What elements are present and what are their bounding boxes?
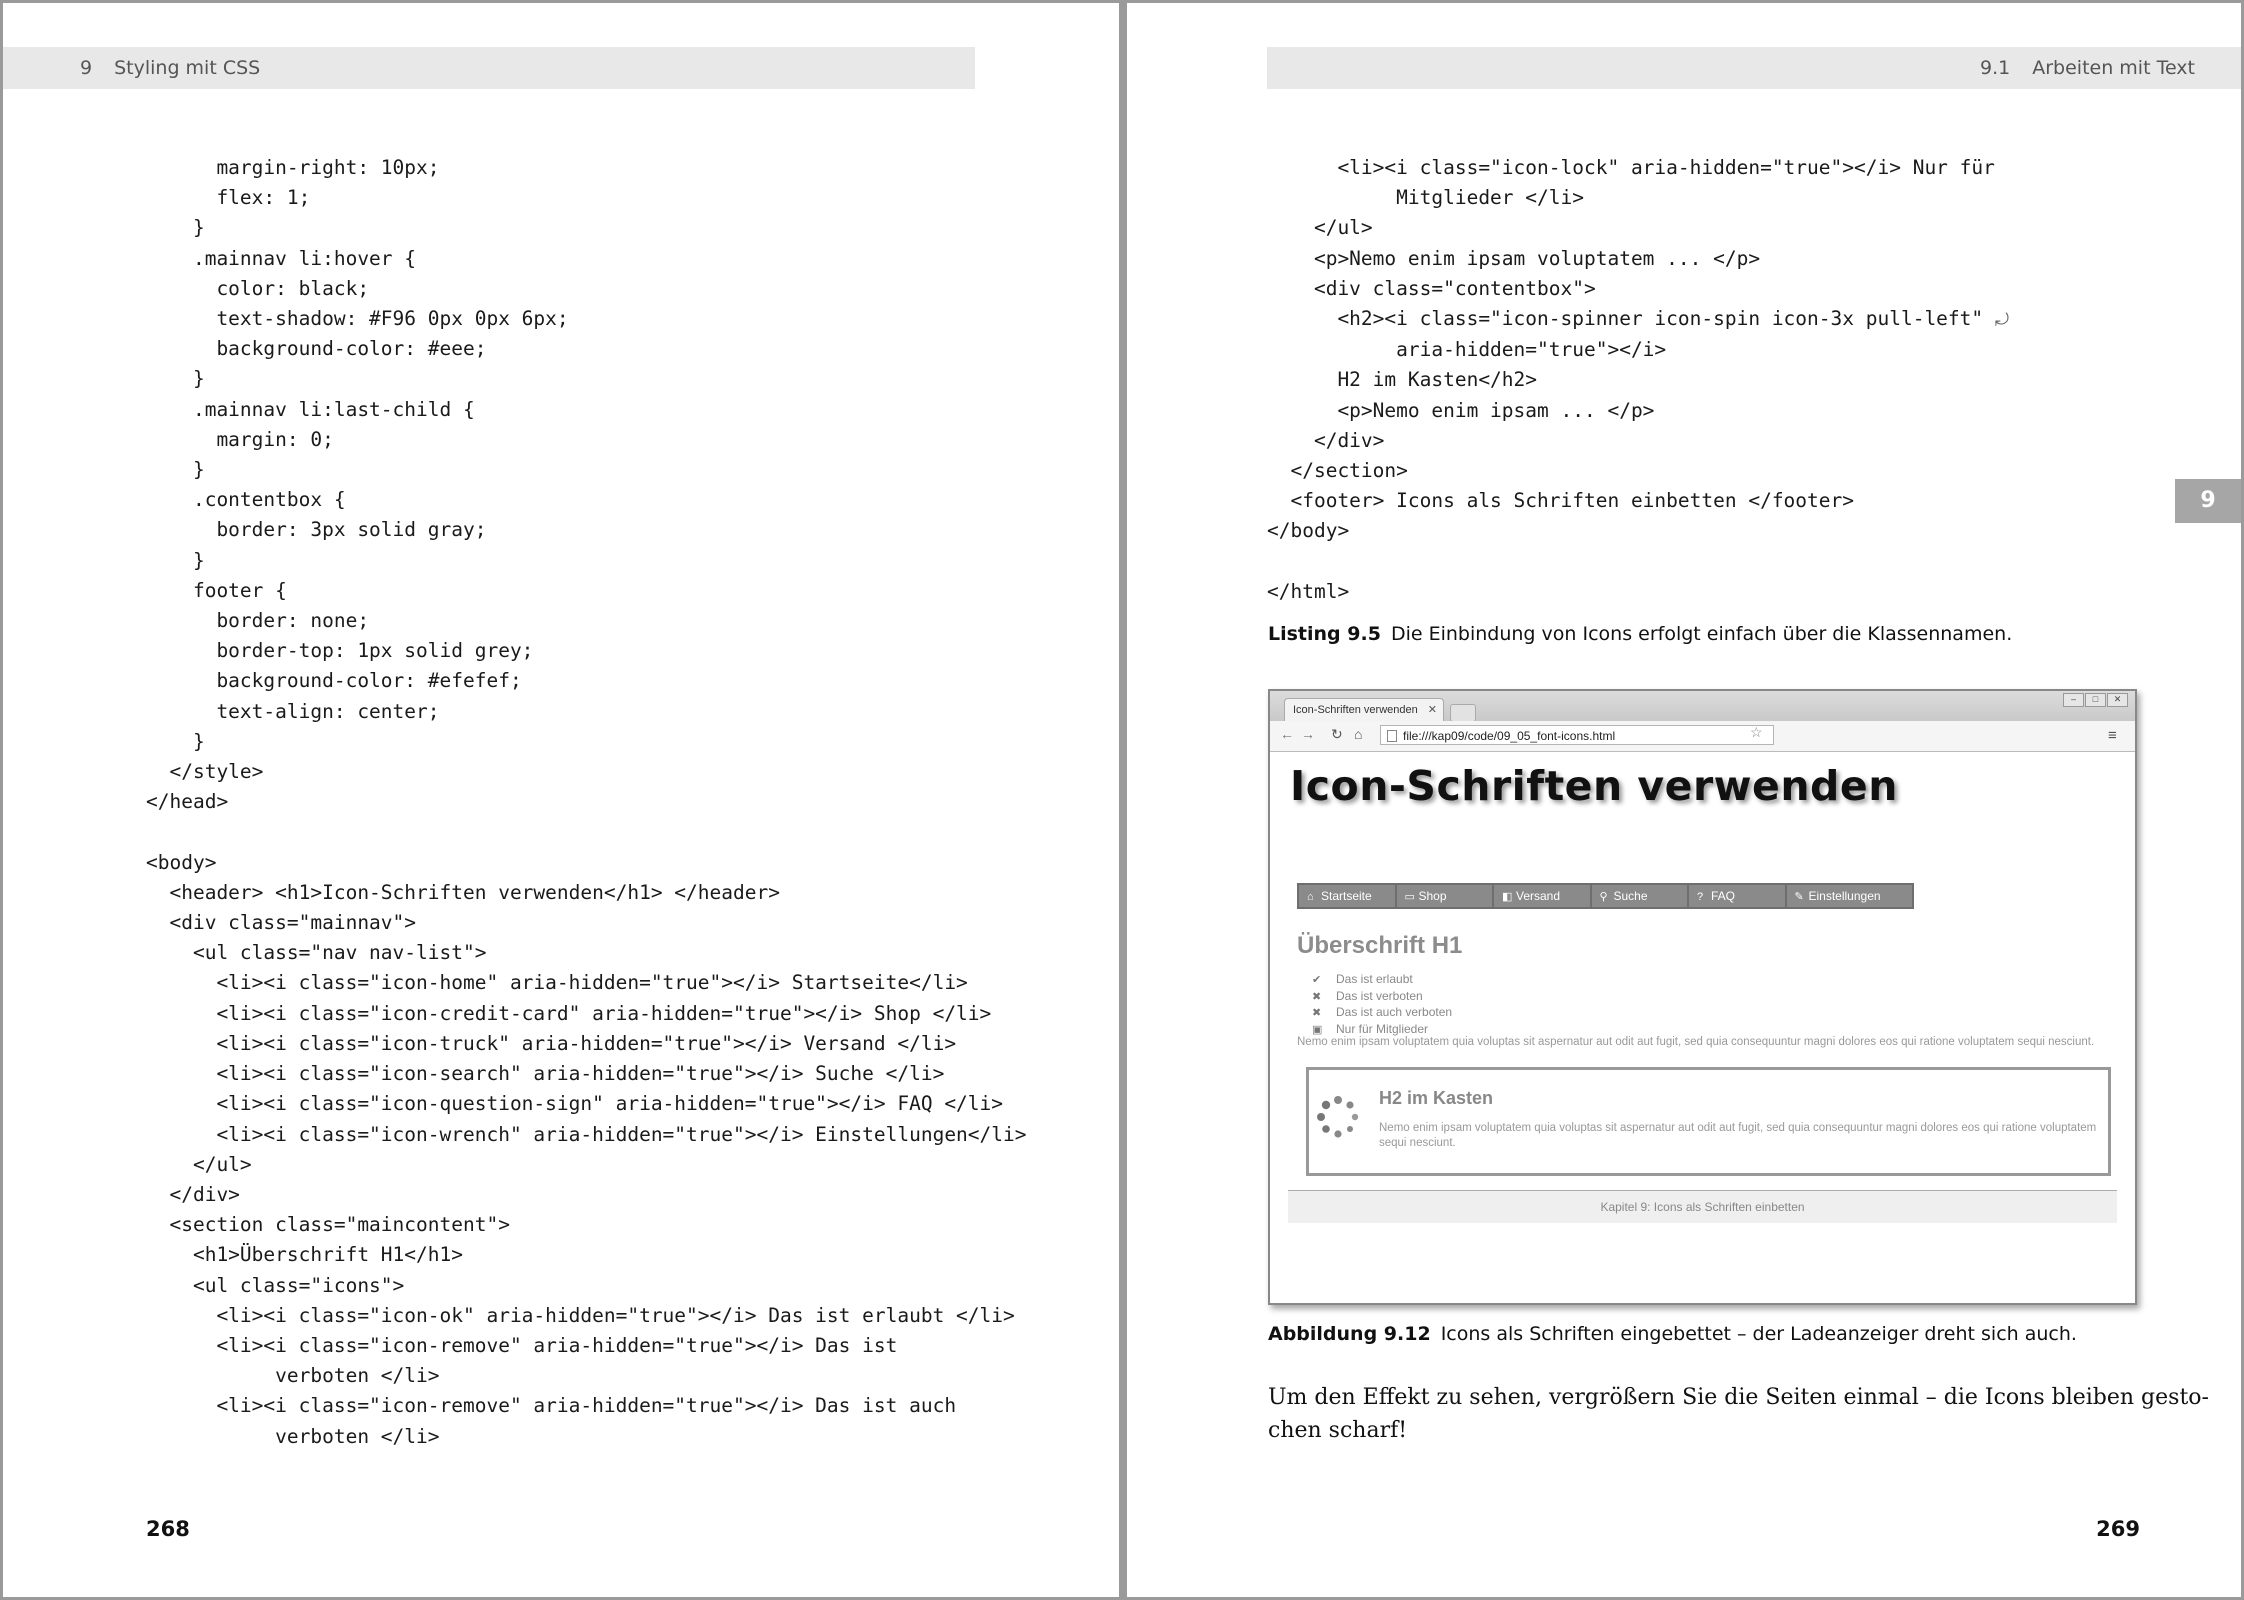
line-wrap-icon: ⤾: [1994, 310, 2010, 331]
code-line: <li><i class="icon-remove" aria-hidden="true"></i> Das ist auch: [146, 1394, 957, 1418]
listing-label: Listing 9.5: [1268, 623, 1381, 645]
demo-footer: Kapitel 9: Icons als Schriften einbetten: [1288, 1190, 2117, 1223]
remove-icon: ✖: [1312, 990, 1322, 1003]
code-line: <li><i class="icon-truck" aria-hidden="true"></i> Versand </li>: [146, 1031, 957, 1055]
code-line: footer {: [146, 578, 287, 602]
demo-icon-list: [1312, 972, 1452, 1038]
listing-caption: [1268, 623, 2012, 645]
code-line: }: [146, 367, 205, 391]
browser-tab-title: Icon-Schriften verwenden: [1293, 704, 1418, 716]
code-line: verboten </li>: [146, 1364, 440, 1388]
code-line: border: 3px solid gray;: [146, 518, 487, 542]
demo-nav-item-einstellungen: [1785, 883, 1914, 909]
reload-icon: ↻: [1331, 726, 1343, 742]
code-line: <li><i class="icon-wrench" aria-hidden="true"></i> Einstellungen</li>: [146, 1122, 1027, 1146]
code-line: text-shadow: #F96 0px 0px 6px;: [146, 307, 569, 331]
body-paragraph: [1268, 1381, 2209, 1447]
truck-icon: ◧: [1502, 891, 1513, 903]
page-number: 269: [2096, 1517, 2140, 1541]
menu-icon: ≡: [2108, 727, 2117, 744]
figure-text: Icons als Schriften eingebettet – der Ladeanzeiger dreht sich auch.: [1440, 1323, 2077, 1345]
code-before-wrap: <li><i class="icon-lock" aria-hidden="true"></i> Nur für Mitglieder </li> </ul> <p>Nemo enim ipsam voluptatem ... </p> <div class="contentbox"> <h2><i class="icon-spinner icon-spin icon-3x pull-left": [1313, 156, 1995, 331]
code-line: .mainnav li:hover {: [146, 246, 417, 270]
code-line: <li><i class="icon-ok" aria-hidden="true"></i> Das ist erlaubt </li>: [146, 1303, 1015, 1327]
demo-page-title: Icon-Schriften verwenden: [1290, 762, 1898, 810]
demo-nav-label: Suche: [1613, 889, 1648, 903]
listing-text: Die Einbindung von Icons erfolgt einfach über die Klassennamen.: [1390, 623, 2013, 645]
code-line: </ul>: [146, 1152, 252, 1176]
code-line: text-align: center;: [146, 699, 440, 723]
minimize-icon: –: [2063, 693, 2084, 707]
forward-icon: →: [1301, 726, 1315, 742]
code-line: }: [146, 729, 205, 753]
code-line: <li><i class="icon-credit-card" aria-hidden="true"></i> Shop </li>: [146, 1001, 992, 1025]
question-sign-icon: ?: [1697, 891, 1704, 903]
left-page: [3, 3, 1119, 1597]
list-item: [1312, 989, 1452, 1006]
page-number: 268: [146, 1517, 190, 1541]
right-page: [1127, 3, 2241, 1597]
code-line: <ul class="icons">: [146, 1273, 405, 1297]
demo-contentbox: [1306, 1067, 2111, 1176]
code-listing: [146, 153, 1027, 1452]
demo-nav-label: Einstellungen: [1808, 889, 1881, 903]
search-icon: ⚲: [1599, 891, 1608, 903]
list-item-label: Nur für Mitglieder: [1336, 1021, 1429, 1036]
code-line: <li><i class="icon-home" aria-hidden="true"></i> Startseite</li>: [146, 971, 968, 995]
address-text: file:///kap09/code/09_05_font-icons.html: [1403, 729, 1616, 743]
address-bar: [1380, 725, 1774, 745]
list-item-label: Das ist erlaubt: [1336, 972, 1413, 986]
browser-toolbar: [1270, 721, 2135, 752]
demo-box-paragraph: Nemo enim ipsam voluptatem quia voluptas sit aspernatur aut odit aut fugit, sed quia consequuntur magni dolores eos qui ratione voluptatem sequi nesciunt.: [1379, 1122, 2097, 1149]
close-window-icon: ✕: [2107, 693, 2128, 707]
body-line: Um den Effekt zu sehen, vergrößern Sie die Seiten einmal – die Icons bleiben gesto-: [1268, 1385, 2209, 1410]
chapter-number: 9: [80, 57, 93, 79]
chapter-thumb-tab: 9: [2175, 479, 2241, 523]
code-line: <h1>Überschrift H1</h1>: [146, 1243, 463, 1267]
code-line: background-color: #eee;: [146, 337, 487, 361]
figure-caption: [1268, 1323, 2077, 1345]
browser-titlebar: [1270, 691, 2135, 721]
wrench-icon: ✎: [1794, 891, 1804, 903]
code-line: color: black;: [146, 276, 370, 300]
section-number: 9.1: [1980, 57, 2011, 79]
lock-icon: ▣: [1312, 1023, 1323, 1036]
figure-label: Abbildung 9.12: [1268, 1323, 1431, 1345]
demo-box-heading: H2 im Kasten: [1379, 1088, 1494, 1108]
home-icon: ⌂: [1307, 891, 1314, 903]
code-line: .mainnav li:last-child {: [146, 397, 475, 421]
list-item-label: Das ist auch verboten: [1336, 1005, 1453, 1019]
code-line: <div class="mainnav">: [146, 911, 417, 935]
demo-nav-label: FAQ: [1711, 889, 1736, 903]
code-line: </div>: [146, 1182, 240, 1206]
tab-close-icon: ✕: [1427, 704, 1437, 716]
code-line: <section class="maincontent">: [146, 1213, 510, 1237]
code-line: border-top: 1px solid grey;: [146, 639, 534, 663]
code-line: border: none;: [146, 609, 370, 633]
list-item: [1312, 1005, 1452, 1022]
browser-viewport: [1270, 752, 2135, 1303]
running-head: [1267, 47, 2241, 89]
code-line: verboten </li>: [146, 1424, 440, 1448]
demo-nav-label: Startseite: [1321, 889, 1372, 903]
code-line: flex: 1;: [146, 186, 311, 210]
code-line: </head>: [146, 790, 229, 814]
code-line: <li><i class="icon-search" aria-hidden="true"></i> Suche </li>: [146, 1062, 945, 1086]
code-line: <ul class="nav nav-list">: [146, 941, 487, 965]
spinner-icon: [1315, 1094, 1361, 1140]
body-line: chen scharf!: [1268, 1418, 1408, 1443]
ok-icon: ✔: [1312, 974, 1322, 986]
browser-screenshot-figure: [1268, 689, 2137, 1305]
demo-section-heading: Überschrift H1: [1297, 932, 1463, 959]
credit-card-icon: ▭: [1404, 891, 1415, 903]
demo-paragraph: Nemo enim ipsam voluptatem quia voluptas sit aspernatur aut odit aut fugit, sed quia consequuntur magni dolores eos qui ratione voluptatem sequi nesciunt.: [1297, 1036, 2095, 1048]
code-line: .contentbox {: [146, 488, 346, 512]
browser-tab: [1284, 698, 1444, 721]
remove-icon: ✖: [1312, 1007, 1322, 1019]
demo-nav-label: Shop: [1418, 889, 1447, 903]
code-line: </style>: [146, 760, 264, 784]
section-title: Arbeiten mit Text: [2032, 57, 2195, 79]
new-tab-button: [1450, 704, 1476, 722]
back-icon: ←: [1280, 726, 1294, 742]
demo-nav-label: Versand: [1516, 889, 1561, 903]
code-line: background-color: #efefef;: [146, 669, 522, 693]
code-line: <body>: [146, 850, 217, 874]
code-listing: [1267, 153, 2009, 607]
bookmark-star-icon: ☆: [1750, 724, 1763, 740]
code-line: margin-right: 10px;: [146, 156, 440, 179]
page-icon: [1387, 730, 1397, 742]
maximize-icon: □: [2085, 693, 2106, 707]
code-line: <li><i class="icon-remove" aria-hidden="true"></i> Das ist: [146, 1333, 898, 1357]
home-icon: ⌂: [1354, 726, 1363, 742]
chapter-title: Styling mit CSS: [114, 57, 261, 79]
running-head: [3, 47, 975, 89]
code-line: <li><i class="icon-question-sign" aria-hidden="true"></i> FAQ </li>: [146, 1092, 1004, 1116]
code-line: }: [146, 548, 205, 572]
list-item-label: Das ist verboten: [1336, 988, 1423, 1003]
code-line: margin: 0;: [146, 427, 334, 451]
list-item: [1312, 972, 1452, 989]
code-line: }: [146, 458, 205, 482]
code-line: <header> <h1>Icon-Schriften verwenden</h1> </header>: [146, 880, 780, 904]
code-line: }: [146, 216, 205, 240]
code-after-wrap: aria-hidden="true"></i> H2 im Kasten</h2> <p>Nemo enim ipsam ... </p> </div> </section> <footer> Icons als Schriften einbetten </footer> </body> </html>: [1267, 338, 1854, 603]
